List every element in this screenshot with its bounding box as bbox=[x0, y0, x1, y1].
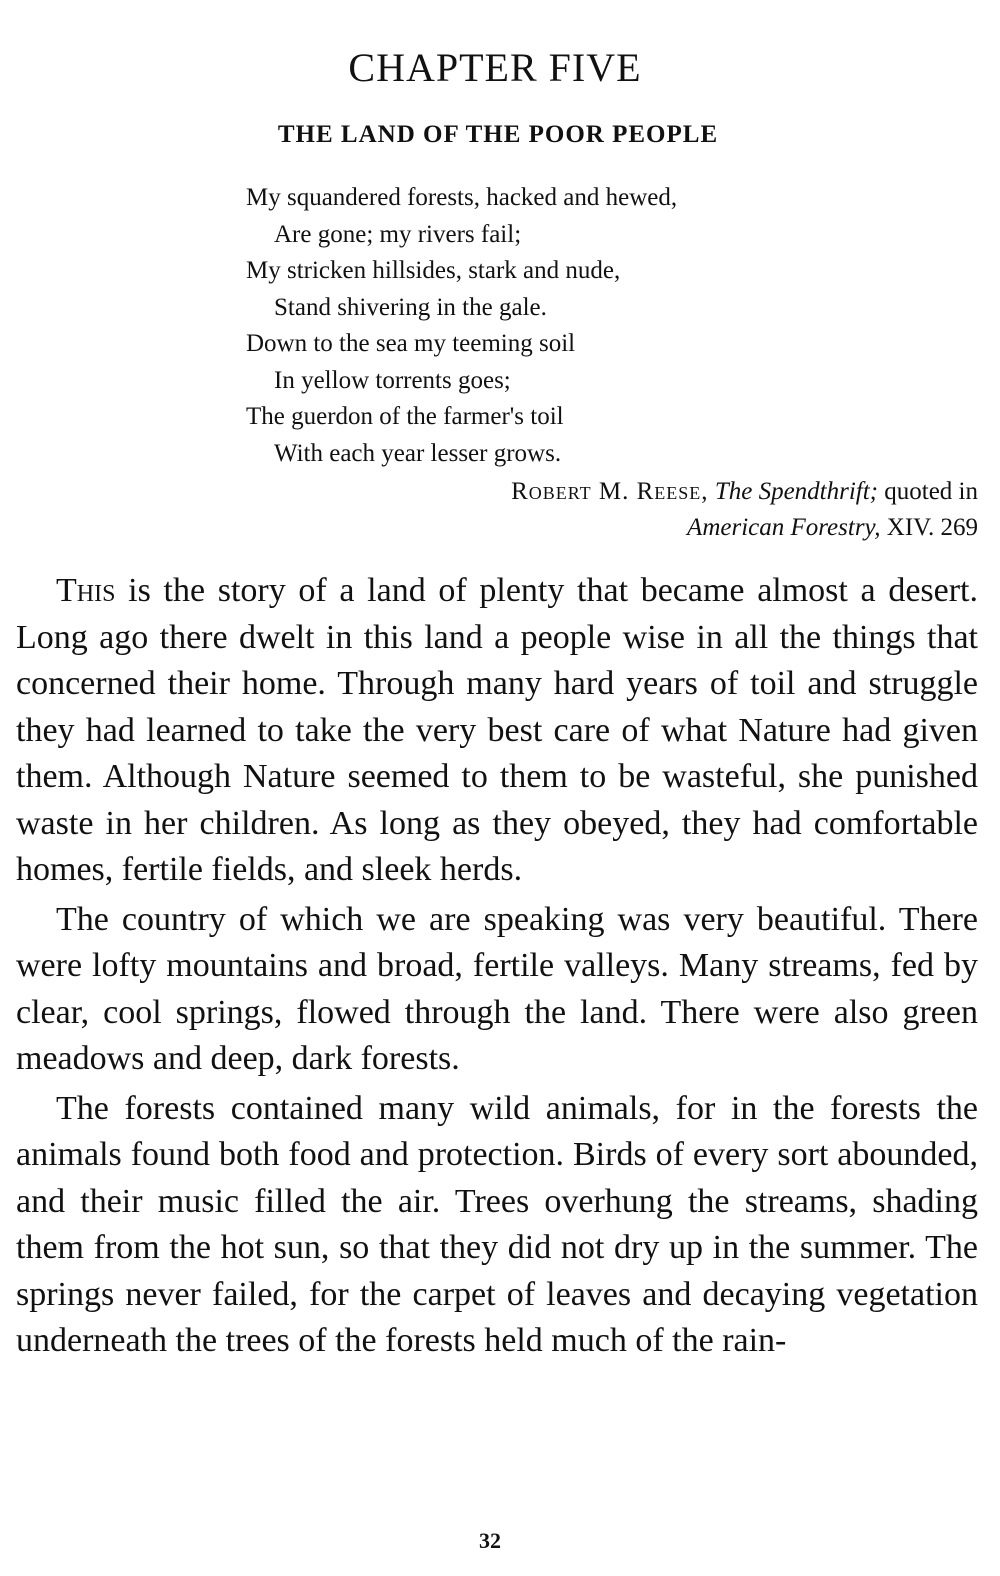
poem-line: In yellow torrents goes; bbox=[274, 366, 511, 394]
epigraph-attribution bbox=[258, 474, 978, 546]
epigraph-volume-page: XIV. 269 bbox=[886, 514, 978, 541]
attribution-line-1 bbox=[258, 474, 978, 510]
chapter-title: CHAPTER FIVE bbox=[348, 45, 642, 90]
poem-line: My squandered forests, hacked and hewed, bbox=[246, 184, 678, 211]
chapter-body bbox=[16, 568, 978, 1365]
poem-line: The guerdon of the farmer's toil bbox=[246, 403, 564, 430]
poem-line: Down to the sea my teeming soil bbox=[246, 330, 576, 357]
epigraph-work: The Spendthrift; bbox=[714, 478, 878, 505]
body-paragraph: The forests contained many wild animals, for in the forests the animals found both food and protection. Birds of every sort abounded, and their music filled the air. Trees overhung the streams, shading them from the hot sun, so that they did not dry up in the summer. The springs never failed, for the carpet of leaves and decaying vegetation underneath the trees of the forests held much of the rain- bbox=[16, 1089, 978, 1359]
poem-line: Are gone; my rivers fail; bbox=[274, 220, 522, 248]
epigraph-source: American Forestry, bbox=[687, 514, 881, 541]
poem-line: My stricken hillsides, stark and nude, bbox=[246, 257, 621, 284]
lead-word: This bbox=[56, 572, 116, 609]
body-paragraph bbox=[16, 568, 978, 894]
poem-line: Stand shivering in the gale. bbox=[274, 293, 547, 321]
epigraph-author: Robert M. Reese, bbox=[511, 478, 709, 505]
paragraph-text: is the story of a land of plenty that became almost a desert. Long ago there dwelt in this land a people wise in all the things that concerned their home. Through many hard years of toil and struggle they had learned to take the very best care of what Nature had given them. Although Nature seemed to them to be wasteful, she punished waste in her children. As long as they obeyed, they had comfortable homes, fertile fields, and sleek herds. bbox=[16, 572, 978, 888]
attribution-line-2 bbox=[258, 510, 978, 546]
epigraph-poem bbox=[246, 180, 966, 472]
epigraph-quoted-in: quoted in bbox=[884, 478, 978, 505]
body-paragraph: The country of which we are speaking was very beautiful. There were lofty mountains and broad, fertile valleys. Many streams, fed by clear, cool springs, flowed through the land. There were also green meadows and deep, dark forests. bbox=[16, 900, 978, 1077]
poem-line: With each year lesser grows. bbox=[274, 439, 562, 467]
chapter-subtitle: THE LAND OF THE POOR PEOPLE bbox=[277, 121, 719, 148]
page-number: 32 bbox=[479, 1528, 501, 1553]
